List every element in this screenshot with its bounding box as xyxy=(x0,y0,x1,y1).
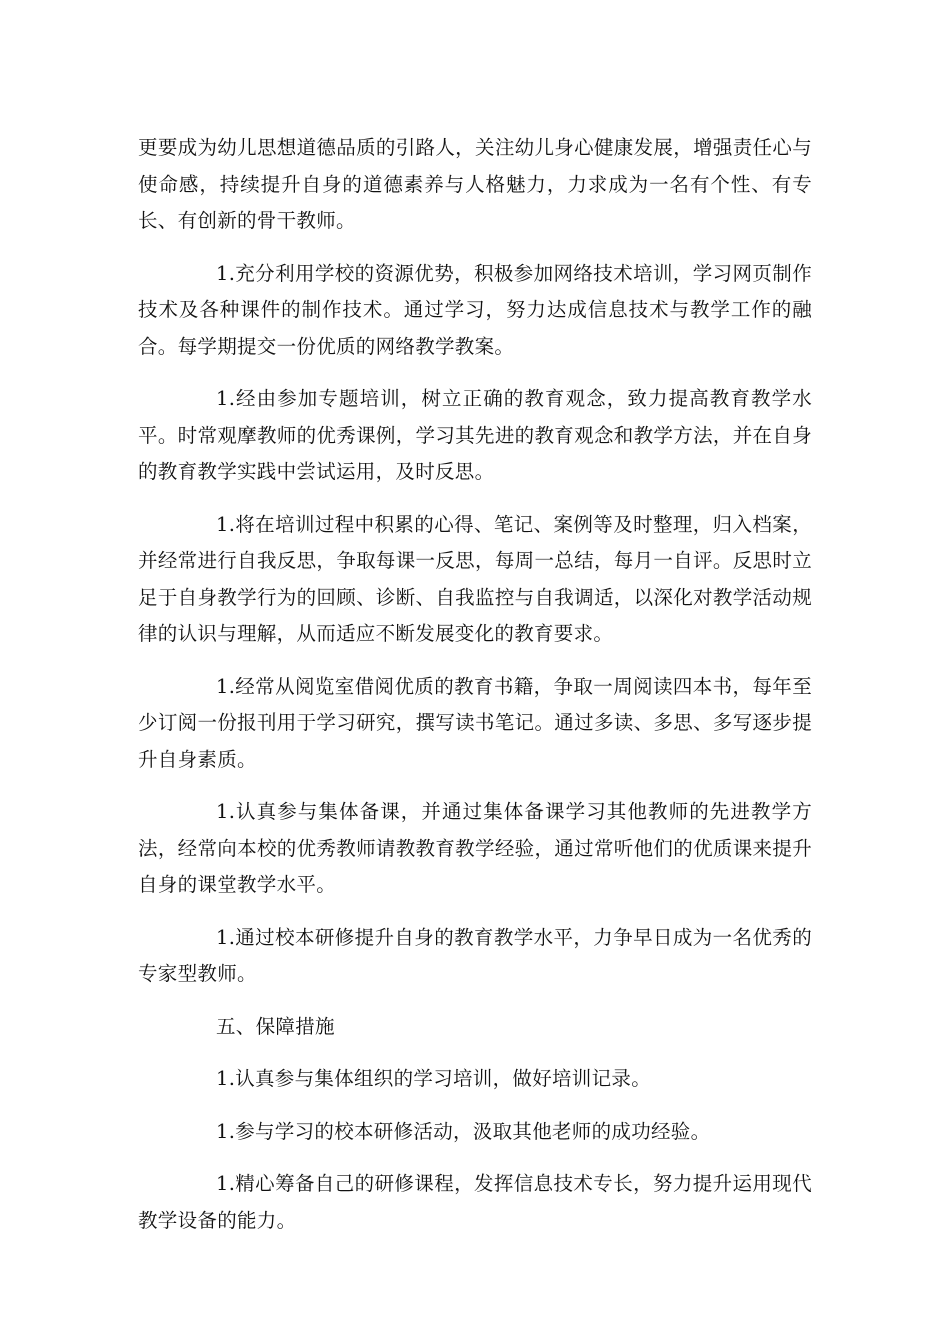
paragraph-network-training: 1.充分利用学校的资源优势，积极参加网络技术培训，学习网页制作技术及各种课件的制作技术。通过学习，努力达成信息技术与教学工作的融合。每学期提交一份优质的网络教学教案。 xyxy=(138,261,812,358)
paragraph-intro-continuation: 更要成为幼儿思想道德品质的引路人，关注幼儿身心健康发展，增强责任心与使命感，持续提升自身的道德素养与人格魅力，力求成为一名有个性、有专长、有创新的骨干教师。 xyxy=(138,136,812,232)
paragraph-reading: 1.经常从阅览室借阅优质的教育书籍，争取一周阅读四本书，每年至少订阅一份报刊用于学习研究，撰写读书笔记。通过多读、多思、多写逐步提升自身素质。 xyxy=(138,674,812,771)
section-heading-safeguards: 五、保障措施 xyxy=(216,1014,335,1038)
document-body xyxy=(138,130,812,1239)
paragraph-safeguard-course-prep: 1.精心筹备自己的研修课程，发挥信息技术专长，努力提升运用现代教学设备的能力。 xyxy=(138,1172,812,1232)
paragraph-special-training: 1.经由参加专题培训，树立正确的教育观念，致力提高教育教学水平。时常观摩教师的优秀课例，学习其先进的教育观念和教学方法，并在自身的教育教学实践中尝试运用，及时反思。 xyxy=(138,387,812,483)
paragraph-safeguard-training: 1.认真参与集体组织的学习培训，做好培训记录。 xyxy=(216,1067,652,1090)
paragraph-school-research: 1.通过校本研修提升自身的教育教学水平，力争早日成为一名优秀的专家型教师。 xyxy=(138,925,812,985)
paragraph-reflection: 1.将在培训过程中积累的心得、笔记、案例等及时整理，归入档案，并经常进行自我反思，争取每课一反思，每周一总结，每月一自评。反思时立足于自身教学行为的回顾、诊断、自我监控与自我调适，以深化对教学活动规律的认识与理解，从而适应不断发展变化的教育要求。 xyxy=(138,512,812,645)
paragraph-collective-lesson-prep: 1.认真参与集体备课，并通过集体备课学习其他教师的先进教学方法，经常向本校的优秀教师请教教育教学经验，通过常听他们的优质课来提升自身的课堂教学水平。 xyxy=(138,800,812,896)
paragraph-safeguard-research-activities: 1.参与学习的校本研修活动，汲取其他老师的成功经验。 xyxy=(216,1119,711,1143)
